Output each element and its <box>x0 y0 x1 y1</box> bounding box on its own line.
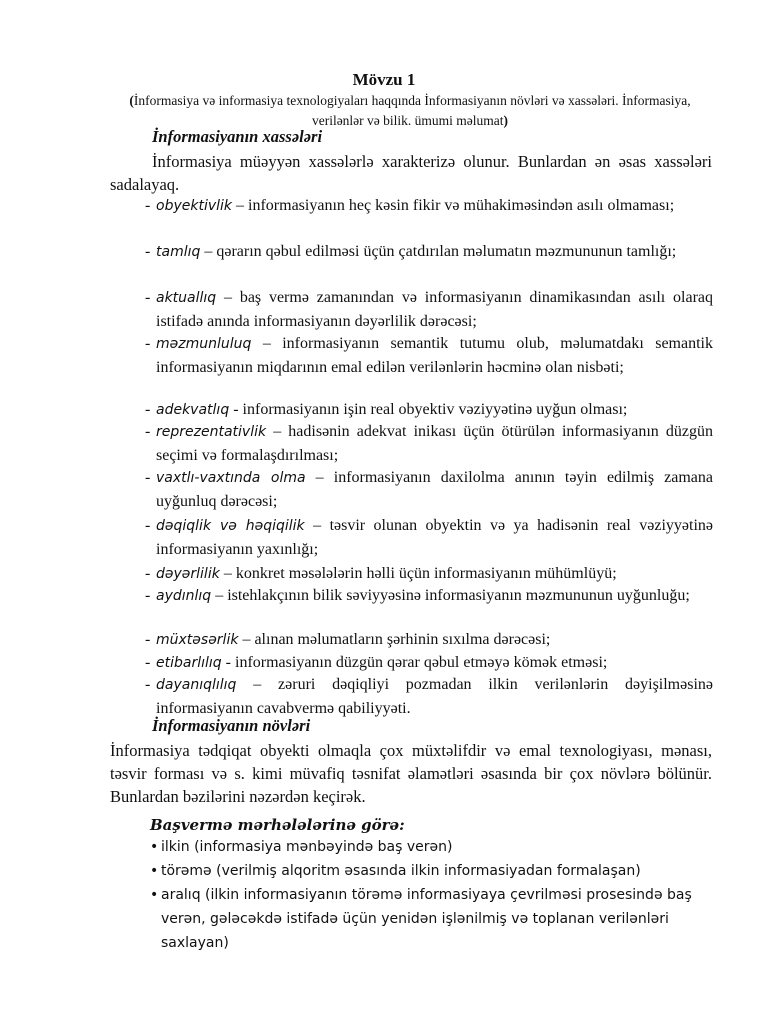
section-heading-types: İnformasiyanın növləri <box>152 716 311 735</box>
item-term: məzmunluluq <box>156 336 252 352</box>
item-separator: – <box>305 469 334 486</box>
item-dash: - <box>145 289 151 306</box>
bullet-item-2 <box>150 859 720 883</box>
item-term: tamlıq <box>156 244 201 260</box>
item-term: dayanıqlılıq <box>156 677 237 693</box>
document-title: Mövzu 1 <box>352 70 416 89</box>
bullet-icon: • <box>150 863 159 879</box>
item-dash: - <box>145 423 151 440</box>
item-separator: – <box>216 289 240 306</box>
properties-intro-paragraph: İnformasiya müəyyən xassələrlə xarakterizə olunur. Bunlardan ən əsas xassələri sadalayaq. <box>110 152 712 194</box>
property-item-3 <box>145 286 713 333</box>
item-separator: – <box>200 243 217 260</box>
item-separator: – <box>238 631 255 648</box>
bullet-text: ilkin (informasiya mənbəyində baş verən) <box>161 839 453 855</box>
item-dash: - <box>145 517 151 534</box>
item-term: vaxtlı-vaxtında olma <box>156 470 306 486</box>
item-term: reprezentativlik <box>156 424 267 440</box>
property-item-4 <box>145 332 713 379</box>
item-dash: - <box>145 335 151 352</box>
property-item-5 <box>145 398 713 422</box>
item-text: zəruri dəqiqliyi pozmadan ilkin verilənlərin dəyişilməsinə informasiyanın cavabvermə qabiliyyəti. <box>156 676 714 717</box>
subtitle-text: İnformasiya və informasiya texnologiyaları haqqında İnformasiyanın növləri və xassələri. İnformasiya, verilənlər və bilik. ümumi məlumat <box>133 93 691 128</box>
property-item-11 <box>145 628 713 652</box>
item-term: dəyərlilik <box>156 566 220 582</box>
property-item-8 <box>145 514 713 561</box>
item-separator: – <box>219 565 236 582</box>
bullet-icon: • <box>150 839 159 855</box>
item-text: alınan məlumatların şərhinin sıxılma dərəcəsi; <box>254 631 551 648</box>
bullet-icon: • <box>150 887 159 903</box>
item-text: informasiyanın daxilolma anının təyin edilmiş zamana uyğunluq dərəcəsi; <box>156 469 714 510</box>
item-text: baş vermə zamanından və informasiyanın dinamikasından asılı olaraq istifadə anında informasiyanın dəyərlilik dərəcəsi; <box>156 289 713 330</box>
property-item-13 <box>145 673 713 720</box>
subtitle-close-paren: ) <box>503 113 509 128</box>
document-subtitle <box>110 91 710 131</box>
property-item-9 <box>145 562 713 586</box>
types-intro-paragraph: İnformasiya tədqiqat obyekti olmaqla çox müxtəlifdir və emal texnologiyası, mənası, təsvir forması və s. kimi müvafiq təsnifat əlamətləri əsasında bir çox növlərə bölünür. Bunlardan bəzilərini nəzərdən keçirək. <box>110 741 712 806</box>
item-text: informasiyanın semantik tutumu olub, məlumatdakı semantik informasiyanın miqdarının emal edilən verilənlərin həcminə olan nisbəti; <box>156 335 713 376</box>
section-heading-properties: İnformasiyanın xassələri <box>152 127 323 146</box>
item-text: hadisənin adekvat inikası üçün ötürülən informasiyanın düzgün seçimi və formalaşdırılması; <box>156 423 714 464</box>
bullet-text: aralıq (ilkin informasiyanın törəmə informasiyaya çevrilməsi prosesində baş verən, gələcəkdə istifadə üçün yenidən işlənilmiş və toplanan verilənləri saxlayan) <box>161 887 692 951</box>
item-term: etibarlılıq <box>156 655 222 671</box>
item-term: aydınlıq <box>156 588 212 604</box>
item-dash: - <box>145 401 151 418</box>
property-item-6 <box>145 420 713 467</box>
item-separator: – <box>236 676 279 693</box>
item-separator: – <box>211 587 228 604</box>
bullet-text: törəmə (verilmiş alqoritm əsasında ilkin informasiyadan formalaşan) <box>161 863 641 879</box>
property-item-10 <box>145 584 713 608</box>
property-item-1 <box>145 194 713 218</box>
item-text: informasiyanın düzgün qərar qəbul etməyə kömək etməsi; <box>235 654 608 671</box>
item-dash: - <box>145 631 151 648</box>
property-item-12 <box>145 651 713 675</box>
item-term: adekvatlıq <box>156 402 230 418</box>
bullet-item-3 <box>150 883 720 955</box>
item-term: aktuallıq <box>156 290 217 306</box>
item-dash: - <box>145 676 151 693</box>
subheading-occurrence-stages: Başvermə mərhələlərinə görə: <box>150 816 405 834</box>
item-term: müxtəsərlik <box>156 632 239 648</box>
item-separator: – <box>304 517 330 534</box>
item-term: obyektivlik <box>156 198 233 214</box>
property-item-7 <box>145 466 713 513</box>
item-dash: - <box>145 197 151 214</box>
item-separator: - <box>221 654 235 671</box>
item-text: konkret məsələlərin həlli üçün informasiyanın mühümlüyü; <box>235 565 617 582</box>
item-dash: - <box>145 565 151 582</box>
item-dash: - <box>145 243 151 260</box>
item-separator: - <box>229 401 243 418</box>
item-text: istehlakçının bilik səviyyəsinə informasiyanın məzmununun uyğunluğu; <box>227 587 690 604</box>
property-item-2 <box>145 240 713 264</box>
item-dash: - <box>145 587 151 604</box>
item-dash: - <box>145 469 151 486</box>
item-text: qərarın qəbul edilməsi üçün çatdırılan məlumatın məzmununun tamlığı; <box>216 243 677 260</box>
bullet-item-1 <box>150 835 720 859</box>
item-dash: - <box>145 654 151 671</box>
item-text: informasiyanın heç kəsin fikir və mühakiməsindən asılı olmaması; <box>248 197 675 214</box>
item-separator: – <box>266 423 289 440</box>
item-separator: – <box>251 335 283 352</box>
item-term: dəqiqlik və həqiqilik <box>156 518 305 534</box>
item-text: informasiyanın işin real obyektiv vəziyyətinə uyğun olması; <box>242 401 628 418</box>
subtitle-open-paren: ( <box>129 93 134 108</box>
item-separator: – <box>232 197 249 214</box>
item-text: təsvir olunan obyektin və ya hadisənin real vəziyyətinə informasiyanın yaxınlığı; <box>156 517 714 558</box>
